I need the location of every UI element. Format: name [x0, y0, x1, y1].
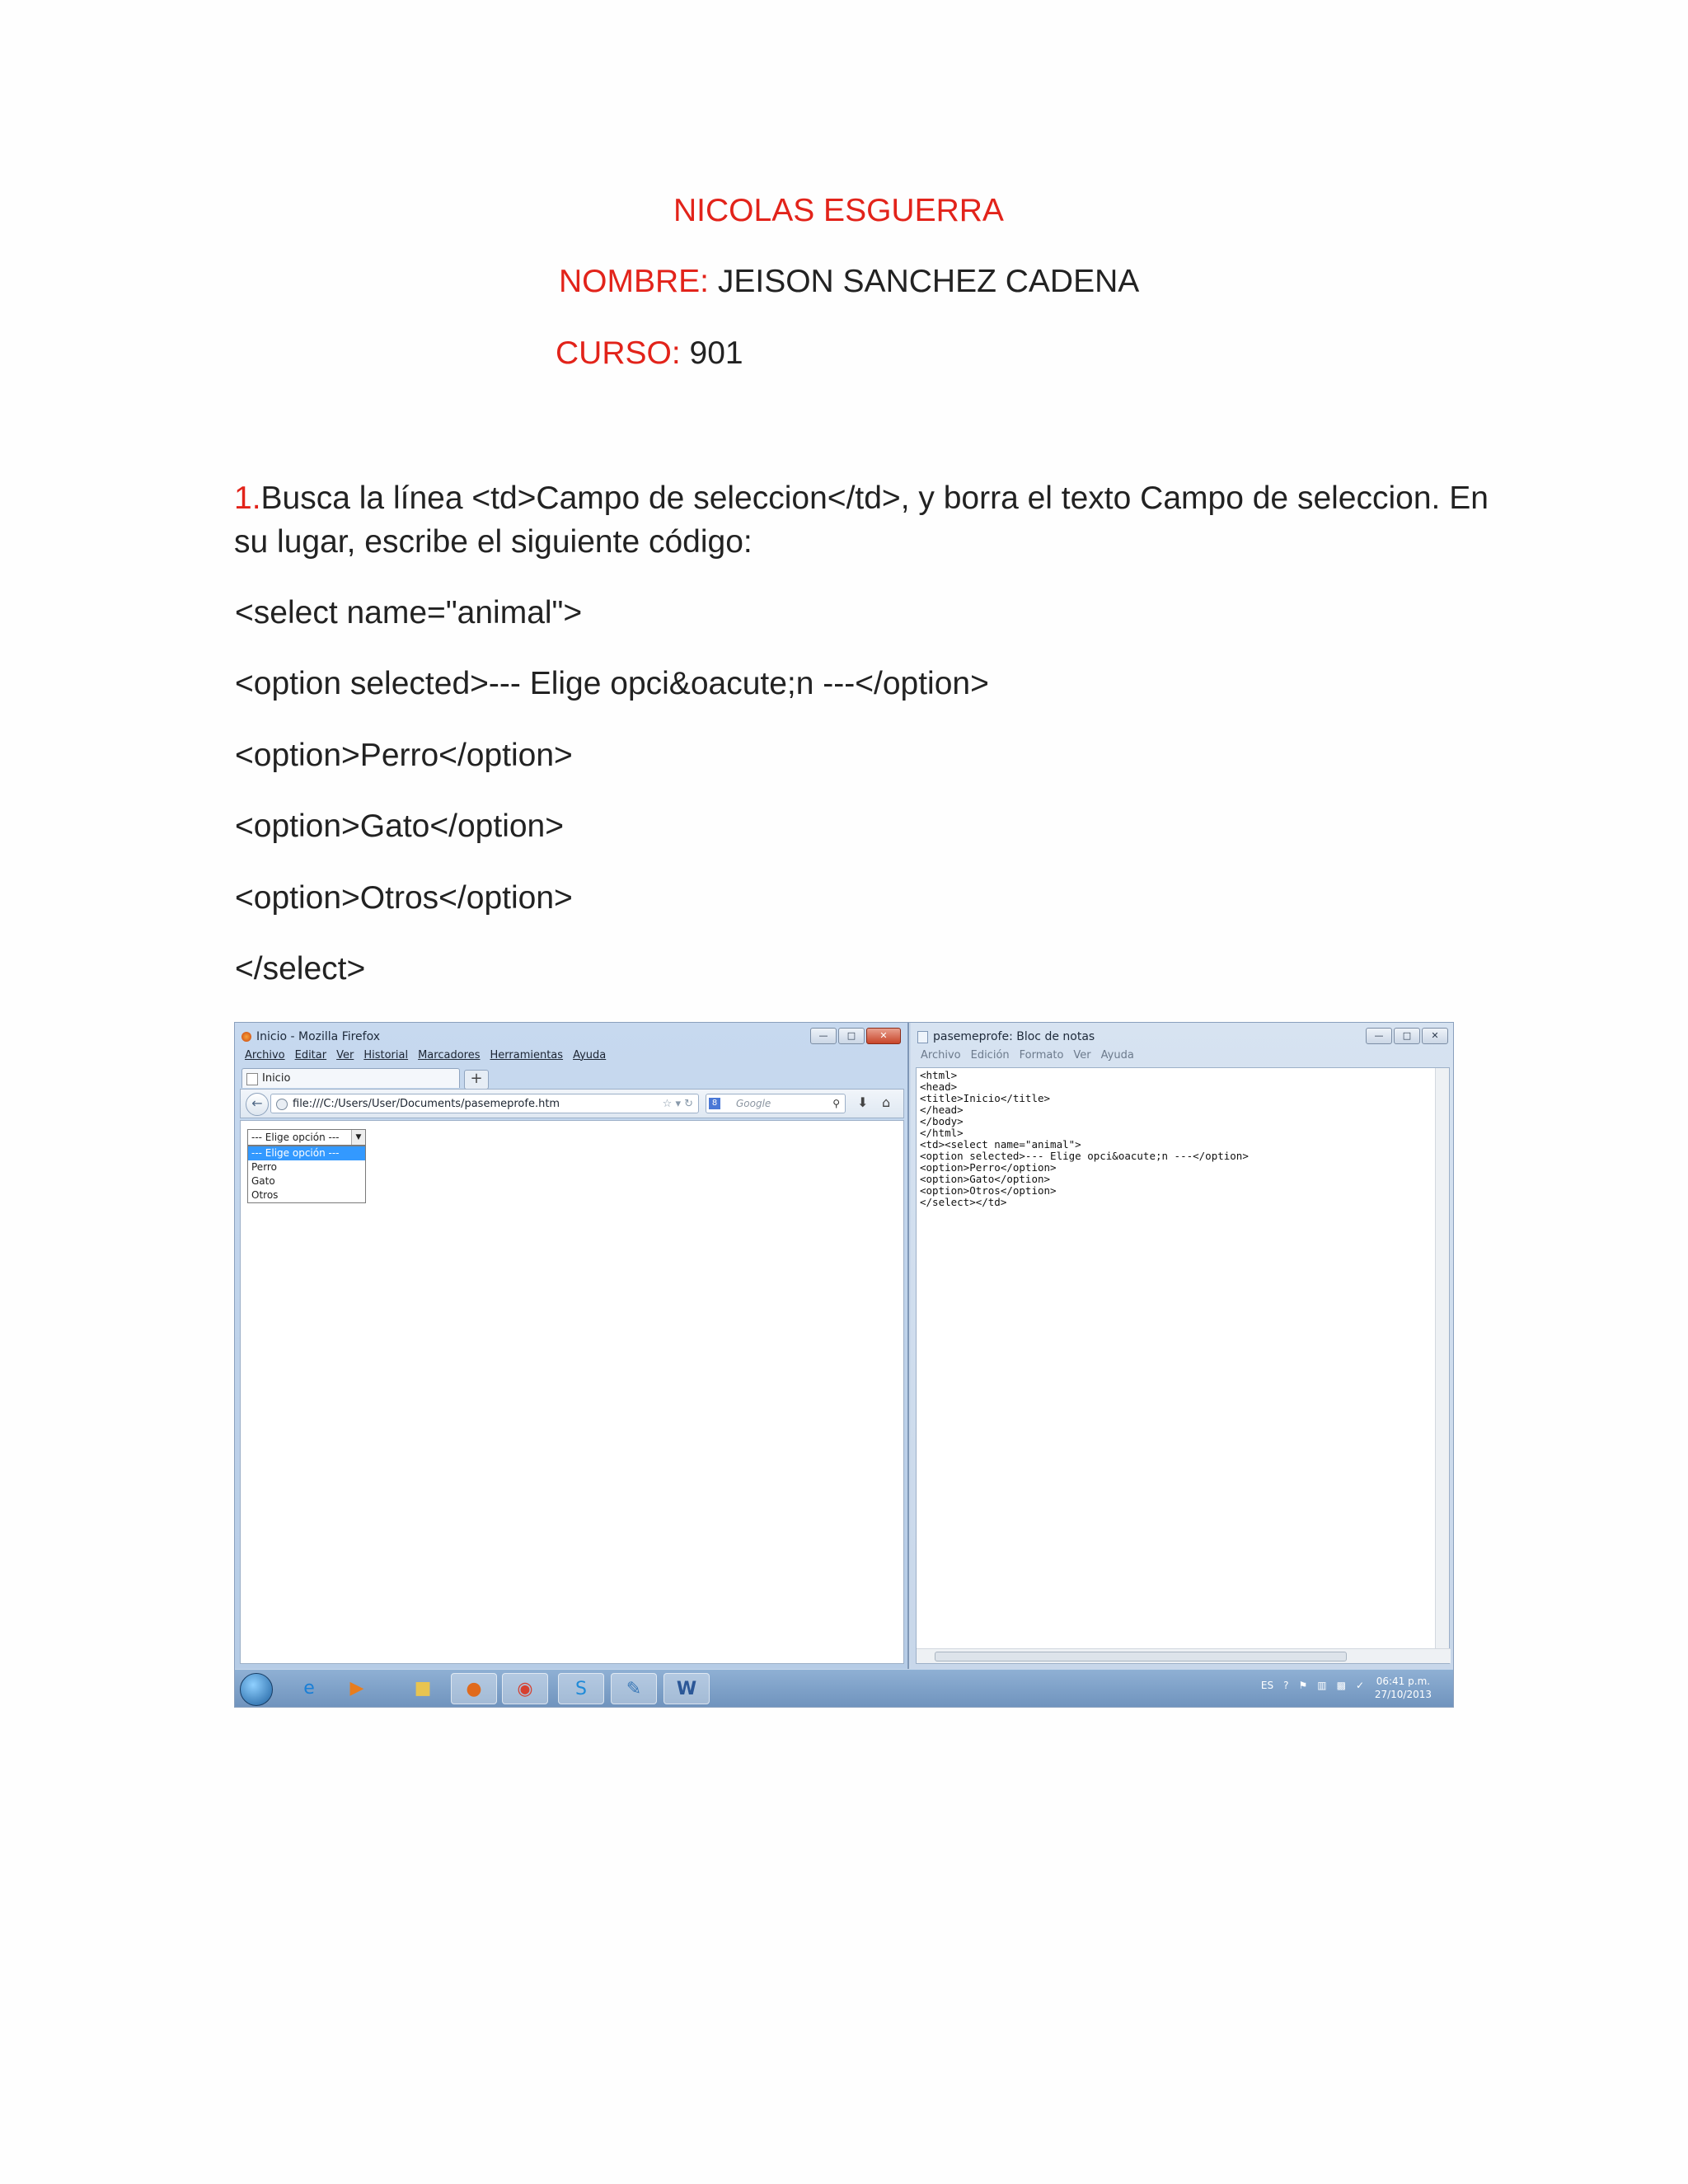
- select-dropdown-list: [247, 1146, 366, 1203]
- flag-icon[interactable]: ⚑: [1298, 1680, 1308, 1691]
- tab-label: Inicio: [262, 1072, 291, 1085]
- instruction-number: 1.: [234, 480, 261, 516]
- code-line-2: <option selected>--- Elige opci&oacute;n ---</option>: [235, 666, 989, 701]
- firefox-menubar: [245, 1049, 606, 1062]
- skype-icon[interactable]: S: [558, 1673, 604, 1704]
- option-gato[interactable]: Gato: [251, 1175, 275, 1187]
- notepad-menubar: [921, 1049, 1134, 1062]
- internet-explorer-icon[interactable]: e: [303, 1678, 315, 1699]
- horizontal-scrollbar[interactable]: [917, 1648, 1451, 1663]
- menu-editar[interactable]: Editar: [294, 1049, 327, 1062]
- maximize-button[interactable]: □: [838, 1028, 865, 1044]
- help-icon[interactable]: ?: [1283, 1680, 1289, 1691]
- school-name: NICOLAS ESGUERRA: [673, 193, 1004, 228]
- firefox-title: Inicio - Mozilla Firefox: [256, 1030, 381, 1043]
- new-tab-button[interactable]: +: [464, 1070, 489, 1090]
- signal-icon[interactable]: ▩: [1336, 1680, 1346, 1691]
- menu-archivo[interactable]: Archivo: [245, 1049, 285, 1062]
- select-value: --- Elige opción ---: [251, 1132, 340, 1143]
- clock-time: 06:41 p.m.: [1376, 1675, 1431, 1687]
- option-perro[interactable]: Perro: [251, 1161, 277, 1173]
- minimize-button[interactable]: —: [810, 1028, 837, 1044]
- notepad-titlebar: [917, 1028, 1095, 1046]
- student-name-line: [559, 264, 1139, 300]
- name-label: NOMBRE:: [559, 264, 710, 299]
- bookmark-star-icon[interactable]: ☆ ▾ ↻: [662, 1098, 693, 1110]
- np-minimize-button[interactable]: —: [1366, 1028, 1392, 1044]
- chevron-down-icon[interactable]: ▼: [351, 1130, 365, 1145]
- menu-marcadores[interactable]: Marcadores: [418, 1049, 481, 1062]
- back-arrow-icon[interactable]: ←: [246, 1093, 269, 1116]
- code-line-5: <option>Otros</option>: [235, 880, 573, 916]
- url-text: file:///C:/Users/User/Documents/pasemeprofe.htm: [293, 1098, 560, 1110]
- np-maximize-button[interactable]: □: [1394, 1028, 1420, 1044]
- chrome-icon[interactable]: ◉: [502, 1673, 548, 1704]
- search-input[interactable]: [706, 1094, 846, 1113]
- globe-icon: [276, 1099, 288, 1110]
- close-button[interactable]: ✕: [866, 1028, 901, 1044]
- desktop-screenshot: [234, 1022, 1454, 1708]
- browser-content: [240, 1120, 904, 1664]
- url-input[interactable]: [270, 1094, 699, 1113]
- notepad-icon: [917, 1031, 928, 1043]
- np-close-button[interactable]: ✕: [1422, 1028, 1448, 1044]
- word-icon[interactable]: W: [663, 1673, 710, 1704]
- tab-inicio[interactable]: [241, 1068, 460, 1088]
- notepad-window: [911, 1023, 1454, 1669]
- menu-ayuda[interactable]: Ayuda: [573, 1049, 607, 1062]
- folder-icon[interactable]: ■: [414, 1678, 432, 1699]
- network-icon[interactable]: ▥: [1317, 1680, 1327, 1691]
- home-icon[interactable]: ⌂: [882, 1094, 891, 1110]
- notepad-taskbar-icon[interactable]: ✎: [611, 1673, 657, 1704]
- firefox-titlebar: [241, 1028, 380, 1046]
- clock[interactable]: [1375, 1675, 1432, 1701]
- name-value: JEISON SANCHEZ CADENA: [709, 264, 1140, 299]
- np-menu-ayuda[interactable]: Ayuda: [1100, 1049, 1134, 1062]
- code-line-4: <option>Gato</option>: [235, 808, 565, 844]
- course-value: 901: [680, 335, 743, 371]
- option-elige[interactable]: --- Elige opción ---: [248, 1146, 365, 1160]
- code-line-1: <select name="animal">: [235, 595, 583, 630]
- notepad-editor[interactable]: [916, 1067, 1450, 1664]
- windows-taskbar: [235, 1669, 1454, 1708]
- np-menu-ver[interactable]: Ver: [1073, 1049, 1091, 1062]
- search-placeholder: Google: [736, 1098, 771, 1109]
- firefox-icon: [241, 1032, 251, 1042]
- download-icon[interactable]: ⬇: [857, 1094, 869, 1110]
- np-menu-archivo[interactable]: Archivo: [921, 1049, 961, 1062]
- np-menu-formato[interactable]: Formato: [1019, 1049, 1064, 1062]
- language-indicator[interactable]: ES: [1260, 1680, 1274, 1691]
- animal-select[interactable]: [247, 1129, 366, 1146]
- code-line-3: <option>Perro</option>: [235, 738, 573, 773]
- navigation-toolbar: [240, 1089, 904, 1118]
- course-line: [556, 335, 743, 372]
- notepad-text[interactable]: <html> <head> <title>Inicio</title> </head> </body> </html> <td><select name="animal"> <option selected>--- Elige opci&oacute;n ---</option> <option>Perro</option> <option>Gato</option> <option>Otros</option> </select></td>: [920, 1069, 1249, 1208]
- menu-herramientas[interactable]: Herramientas: [490, 1049, 564, 1062]
- firefox-taskbar-icon[interactable]: ●: [451, 1673, 497, 1704]
- menu-ver[interactable]: Ver: [336, 1049, 354, 1062]
- menu-historial[interactable]: Historial: [363, 1049, 409, 1062]
- course-label: CURSO:: [556, 335, 681, 371]
- instruction-paragraph: [234, 476, 1503, 564]
- scroll-thumb[interactable]: [935, 1652, 1347, 1661]
- google-icon: 8: [709, 1098, 720, 1109]
- page-icon: [246, 1073, 258, 1085]
- instruction-text: Busca la línea <td>Campo de seleccion</td>, y borra el texto Campo de seleccion. En su lugar, escribe el siguiente código:: [234, 480, 1489, 560]
- media-player-icon[interactable]: ▶: [349, 1678, 364, 1699]
- np-menu-edicion[interactable]: Edición: [970, 1049, 1010, 1062]
- check-icon[interactable]: ✓: [1355, 1680, 1364, 1691]
- start-button[interactable]: [240, 1673, 273, 1706]
- clock-date: 27/10/2013: [1374, 1689, 1432, 1700]
- vertical-scrollbar[interactable]: [1435, 1068, 1449, 1650]
- search-icon[interactable]: ⚲: [832, 1098, 840, 1109]
- firefox-window: [235, 1023, 909, 1669]
- code-line-6: </select>: [235, 951, 366, 987]
- notepad-title: pasemeprofe: Bloc de notas: [933, 1030, 1095, 1043]
- option-otros[interactable]: Otros: [251, 1189, 279, 1201]
- system-tray: [1261, 1680, 1364, 1691]
